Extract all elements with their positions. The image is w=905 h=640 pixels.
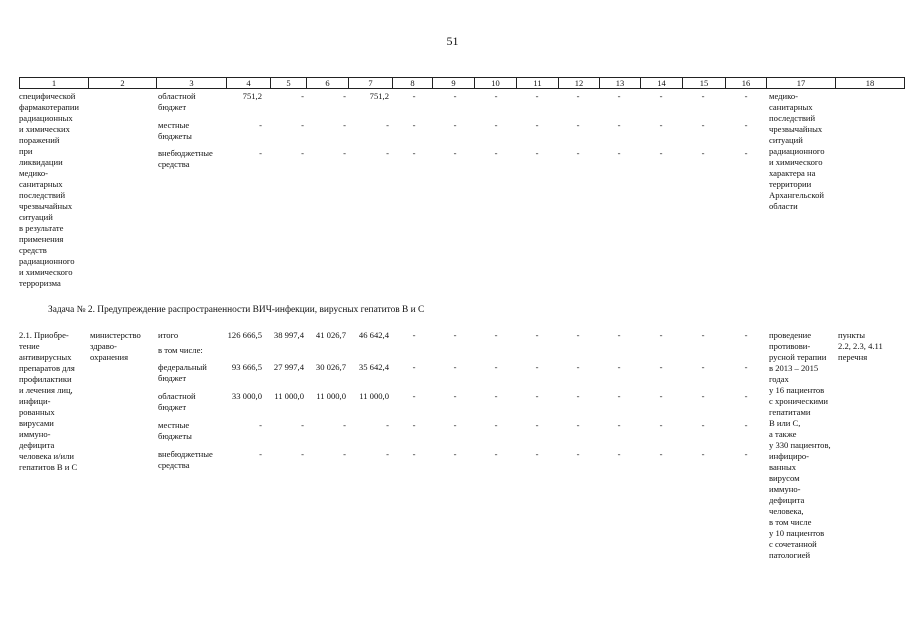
page-number: 51: [446, 34, 459, 48]
empty-value-col-13: -: [617, 420, 621, 430]
amount-c6: 11 000,0: [316, 391, 346, 401]
empty-value-col-14: -: [659, 420, 663, 430]
empty-value-col-10: -: [494, 91, 498, 101]
column-number-3: 3: [157, 78, 227, 89]
column-number-18: 18: [836, 78, 905, 89]
empty-value-col-13: -: [617, 330, 621, 340]
empty-value-col-15: -: [701, 330, 705, 340]
empty-value-col-15: -: [701, 148, 705, 158]
empty-value-col-11: -: [535, 449, 539, 459]
empty-value-col-8: -: [412, 148, 416, 158]
task-title: Задача № 2. Предупреждение распространенности ВИЧ-инфекции, вирусных гепатитов В и С: [48, 305, 425, 315]
amount-c7: 751,2: [369, 91, 389, 101]
column-number-11: 11: [517, 78, 559, 89]
empty-value-col-8: -: [412, 362, 416, 372]
column-number-14: 14: [641, 78, 683, 89]
amount-c6: -: [343, 91, 346, 101]
empty-value-col-10: -: [494, 362, 498, 372]
empty-value-col-8: -: [412, 391, 416, 401]
empty-value-col-9: -: [453, 330, 457, 340]
section1-result: медико- санитарных последствий чрезвычайных ситуаций радиационного и химического характера на территории Архангельской области: [769, 91, 825, 211]
amount-c4: -: [259, 120, 262, 130]
empty-value-col-12: -: [576, 420, 580, 430]
amount-c6: 30 026,7: [315, 362, 346, 372]
empty-value-col-9: -: [453, 449, 457, 459]
empty-value-col-16: -: [744, 362, 748, 372]
empty-value-col-9: -: [453, 391, 457, 401]
funding-source-label: областной бюджет: [158, 91, 196, 112]
funding-source-label: итого: [158, 330, 179, 340]
amount-c7: 46 642,4: [358, 330, 389, 340]
column-number-15: 15: [683, 78, 726, 89]
column-number-9: 9: [433, 78, 475, 89]
empty-value-col-11: -: [535, 362, 539, 372]
empty-value-col-12: -: [576, 120, 580, 130]
empty-value-col-13: -: [617, 449, 621, 459]
column-number-4: 4: [227, 78, 271, 89]
amount-c4: 751,2: [242, 91, 262, 101]
amount-c5: 11 000,0: [274, 391, 304, 401]
column-number-7: 7: [349, 78, 393, 89]
empty-value-col-10: -: [494, 449, 498, 459]
empty-value-col-11: -: [535, 420, 539, 430]
empty-value-col-13: -: [617, 362, 621, 372]
empty-value-col-15: -: [701, 391, 705, 401]
funding-source-label: внебюджетные средства: [158, 148, 213, 169]
column-number-6: 6: [307, 78, 349, 89]
funding-source-label: местные бюджеты: [158, 420, 192, 441]
empty-value-col-11: -: [535, 148, 539, 158]
amount-c7: 35 642,4: [358, 362, 389, 372]
column-number-10: 10: [475, 78, 517, 89]
empty-value-col-16: -: [744, 330, 748, 340]
column-number-5: 5: [271, 78, 307, 89]
empty-value-col-10: -: [494, 120, 498, 130]
amount-c6: 41 026,7: [315, 330, 346, 340]
section2-event-name: 2.1. Приобре- тение антивирусных препаратов для профилактики и лечения лиц, инфици- рованных вирусами иммуно- дефицита человека и/или гепатитов В и С: [19, 330, 78, 472]
empty-value-col-10: -: [494, 391, 498, 401]
funding-source-label: местные бюджеты: [158, 120, 192, 141]
amount-c4: -: [259, 148, 262, 158]
funding-source-label: федеральный бюджет: [158, 362, 207, 383]
empty-value-col-16: -: [744, 91, 748, 101]
amount-c7: -: [386, 449, 389, 459]
section2-reference: пункты 2.2, 2.3, 4.11 перечня: [838, 330, 883, 362]
amount-c7: -: [386, 148, 389, 158]
funding-source-label: областной бюджет: [158, 391, 196, 412]
empty-value-col-8: -: [412, 120, 416, 130]
empty-value-col-12: -: [576, 91, 580, 101]
column-number-17: 17: [767, 78, 836, 89]
amount-c5: 27 997,4: [273, 362, 304, 372]
column-number-13: 13: [600, 78, 641, 89]
empty-value-col-13: -: [617, 391, 621, 401]
amount-c4: 93 666,5: [231, 362, 262, 372]
column-number-1: 1: [20, 78, 89, 89]
empty-value-col-12: -: [576, 148, 580, 158]
empty-value-col-12: -: [576, 330, 580, 340]
amount-c4: 33 000,0: [231, 391, 262, 401]
empty-value-col-16: -: [744, 391, 748, 401]
empty-value-col-14: -: [659, 330, 663, 340]
empty-value-col-16: -: [744, 449, 748, 459]
empty-value-col-9: -: [453, 148, 457, 158]
empty-value-col-14: -: [659, 449, 663, 459]
column-number-16: 16: [726, 78, 767, 89]
empty-value-col-8: -: [412, 91, 416, 101]
amount-c5: -: [301, 420, 304, 430]
empty-value-col-8: -: [412, 330, 416, 340]
empty-value-col-11: -: [535, 391, 539, 401]
empty-value-col-13: -: [617, 148, 621, 158]
empty-value-col-10: -: [494, 148, 498, 158]
column-number-8: 8: [393, 78, 433, 89]
empty-value-col-8: -: [412, 420, 416, 430]
empty-value-col-13: -: [617, 120, 621, 130]
amount-c4: 126 666,5: [227, 330, 262, 340]
empty-value-col-12: -: [576, 391, 580, 401]
amount-c6: -: [343, 420, 346, 430]
empty-value-col-8: -: [412, 449, 416, 459]
section1-event-name: специфической фармакотерапии радиационных и химических поражений при ликвидации медико- санитарных последствий чрезвычайных ситуаций в результате применения средств радиационного и химического терроризма: [19, 91, 80, 288]
empty-value-col-9: -: [453, 362, 457, 372]
amount-c4: -: [259, 420, 262, 430]
empty-value-col-11: -: [535, 330, 539, 340]
empty-value-col-14: -: [659, 91, 663, 101]
column-number-2: 2: [89, 78, 157, 89]
empty-value-col-9: -: [453, 420, 457, 430]
section2-result: проведение противови- русной терапии в 2013 – 2015 годах у 16 пациентов с хроническими гепатитами В или С, а также у 330 пациентов, инфициро- ванных вирусом иммуно- дефицита человека, в том числе у 10 пациентов с сочетанной патологией: [769, 330, 831, 560]
section2-executor: министерство здраво- охранения: [90, 330, 141, 362]
empty-value-col-16: -: [744, 148, 748, 158]
amount-c7: -: [386, 120, 389, 130]
empty-value-col-15: -: [701, 362, 705, 372]
amount-c6: -: [343, 449, 346, 459]
empty-value-col-13: -: [617, 91, 621, 101]
amount-c7: -: [386, 420, 389, 430]
column-number-12: 12: [559, 78, 600, 89]
empty-value-col-11: -: [535, 120, 539, 130]
amount-c6: -: [343, 148, 346, 158]
empty-value-col-16: -: [744, 120, 748, 130]
empty-value-col-15: -: [701, 120, 705, 130]
amount-c5: -: [301, 91, 304, 101]
empty-value-col-14: -: [659, 362, 663, 372]
empty-value-col-14: -: [659, 391, 663, 401]
empty-value-col-14: -: [659, 148, 663, 158]
amount-c5: -: [301, 449, 304, 459]
amount-c5: 38 997,4: [273, 330, 304, 340]
empty-value-col-14: -: [659, 120, 663, 130]
empty-value-col-9: -: [453, 91, 457, 101]
empty-value-col-12: -: [576, 449, 580, 459]
column-number-header: [19, 77, 905, 89]
amount-c6: -: [343, 120, 346, 130]
amount-c7: 11 000,0: [359, 391, 389, 401]
empty-value-col-15: -: [701, 91, 705, 101]
amount-c5: -: [301, 148, 304, 158]
empty-value-col-10: -: [494, 330, 498, 340]
empty-value-col-11: -: [535, 91, 539, 101]
empty-value-col-15: -: [701, 449, 705, 459]
empty-value-col-16: -: [744, 420, 748, 430]
empty-value-col-10: -: [494, 420, 498, 430]
funding-source-label: в том числе:: [158, 345, 203, 355]
empty-value-col-9: -: [453, 120, 457, 130]
empty-value-col-15: -: [701, 420, 705, 430]
amount-c4: -: [259, 449, 262, 459]
amount-c5: -: [301, 120, 304, 130]
empty-value-col-12: -: [576, 362, 580, 372]
funding-source-label: внебюджетные средства: [158, 449, 213, 470]
